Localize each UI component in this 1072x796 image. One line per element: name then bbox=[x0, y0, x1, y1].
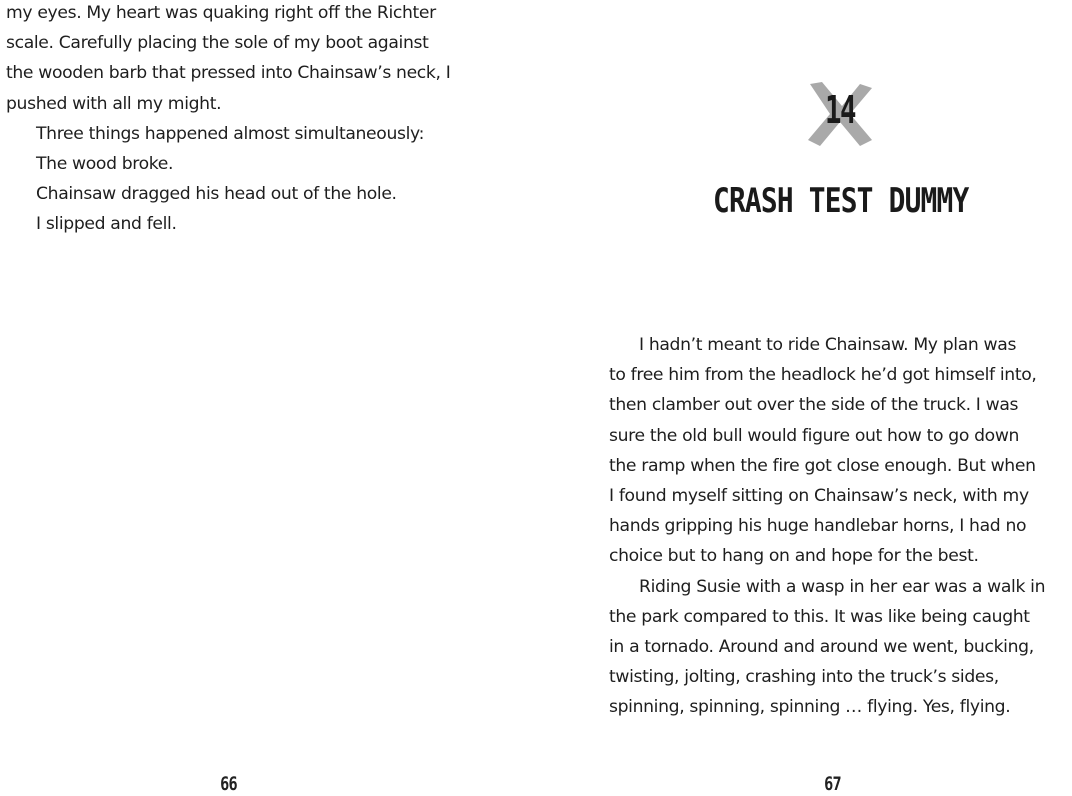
chapter-heading-mark bbox=[802, 78, 878, 150]
left-page-body-text bbox=[6, 0, 450, 240]
text-line: scale. Carefully placing the sole of my boot against bbox=[6, 33, 429, 54]
text-line: the park compared to this. It was like being caught bbox=[609, 606, 1030, 627]
page-number-right: 67 bbox=[824, 773, 841, 795]
right-page bbox=[536, 0, 1072, 796]
text-line: Three things happened almost simultaneously: bbox=[36, 123, 425, 144]
text-line: I found myself sitting on Chainsaw’s neck, with my bbox=[609, 485, 1029, 506]
text-line: I slipped and fell. bbox=[36, 214, 177, 235]
text-line: choice but to hang on and hope for the best. bbox=[609, 546, 979, 567]
text-line: I hadn’t meant to ride Chainsaw. My plan was bbox=[639, 335, 1017, 355]
text-line: pushed with all my might. bbox=[6, 93, 222, 114]
text-line: in a tornado. Around and around we went, bucking, bbox=[609, 636, 1034, 657]
chapter-title: CRASH TEST DUMMY bbox=[713, 181, 969, 221]
text-line: The wood broke. bbox=[36, 153, 174, 174]
text-line: Riding Susie with a wasp in her ear was a walk in bbox=[639, 576, 1046, 597]
chapter-number: 14 bbox=[824, 88, 856, 132]
text-line: Chainsaw dragged his head out of the hole. bbox=[36, 184, 397, 205]
page-number-left: 66 bbox=[220, 773, 237, 795]
text-line: the ramp when the fire got close enough. But when bbox=[609, 455, 1036, 476]
right-page-body-text bbox=[609, 330, 1045, 722]
text-line: my eyes. My heart was quaking right off the Richter bbox=[6, 3, 436, 23]
text-line: twisting, jolting, crashing into the truck’s sides, bbox=[609, 667, 999, 688]
text-line: the wooden barb that pressed into Chainsaw’s neck, I bbox=[6, 63, 451, 84]
text-line: spinning, spinning, spinning … flying. Yes, flying. bbox=[609, 697, 1011, 718]
text-line: sure the old bull would figure out how to go down bbox=[609, 425, 1020, 446]
text-line: to free him from the headlock he’d got himself into, bbox=[609, 365, 1037, 386]
text-line: hands gripping his huge handlebar horns, I had no bbox=[609, 516, 1027, 537]
text-line: then clamber out over the side of the truck. I was bbox=[609, 395, 1019, 416]
